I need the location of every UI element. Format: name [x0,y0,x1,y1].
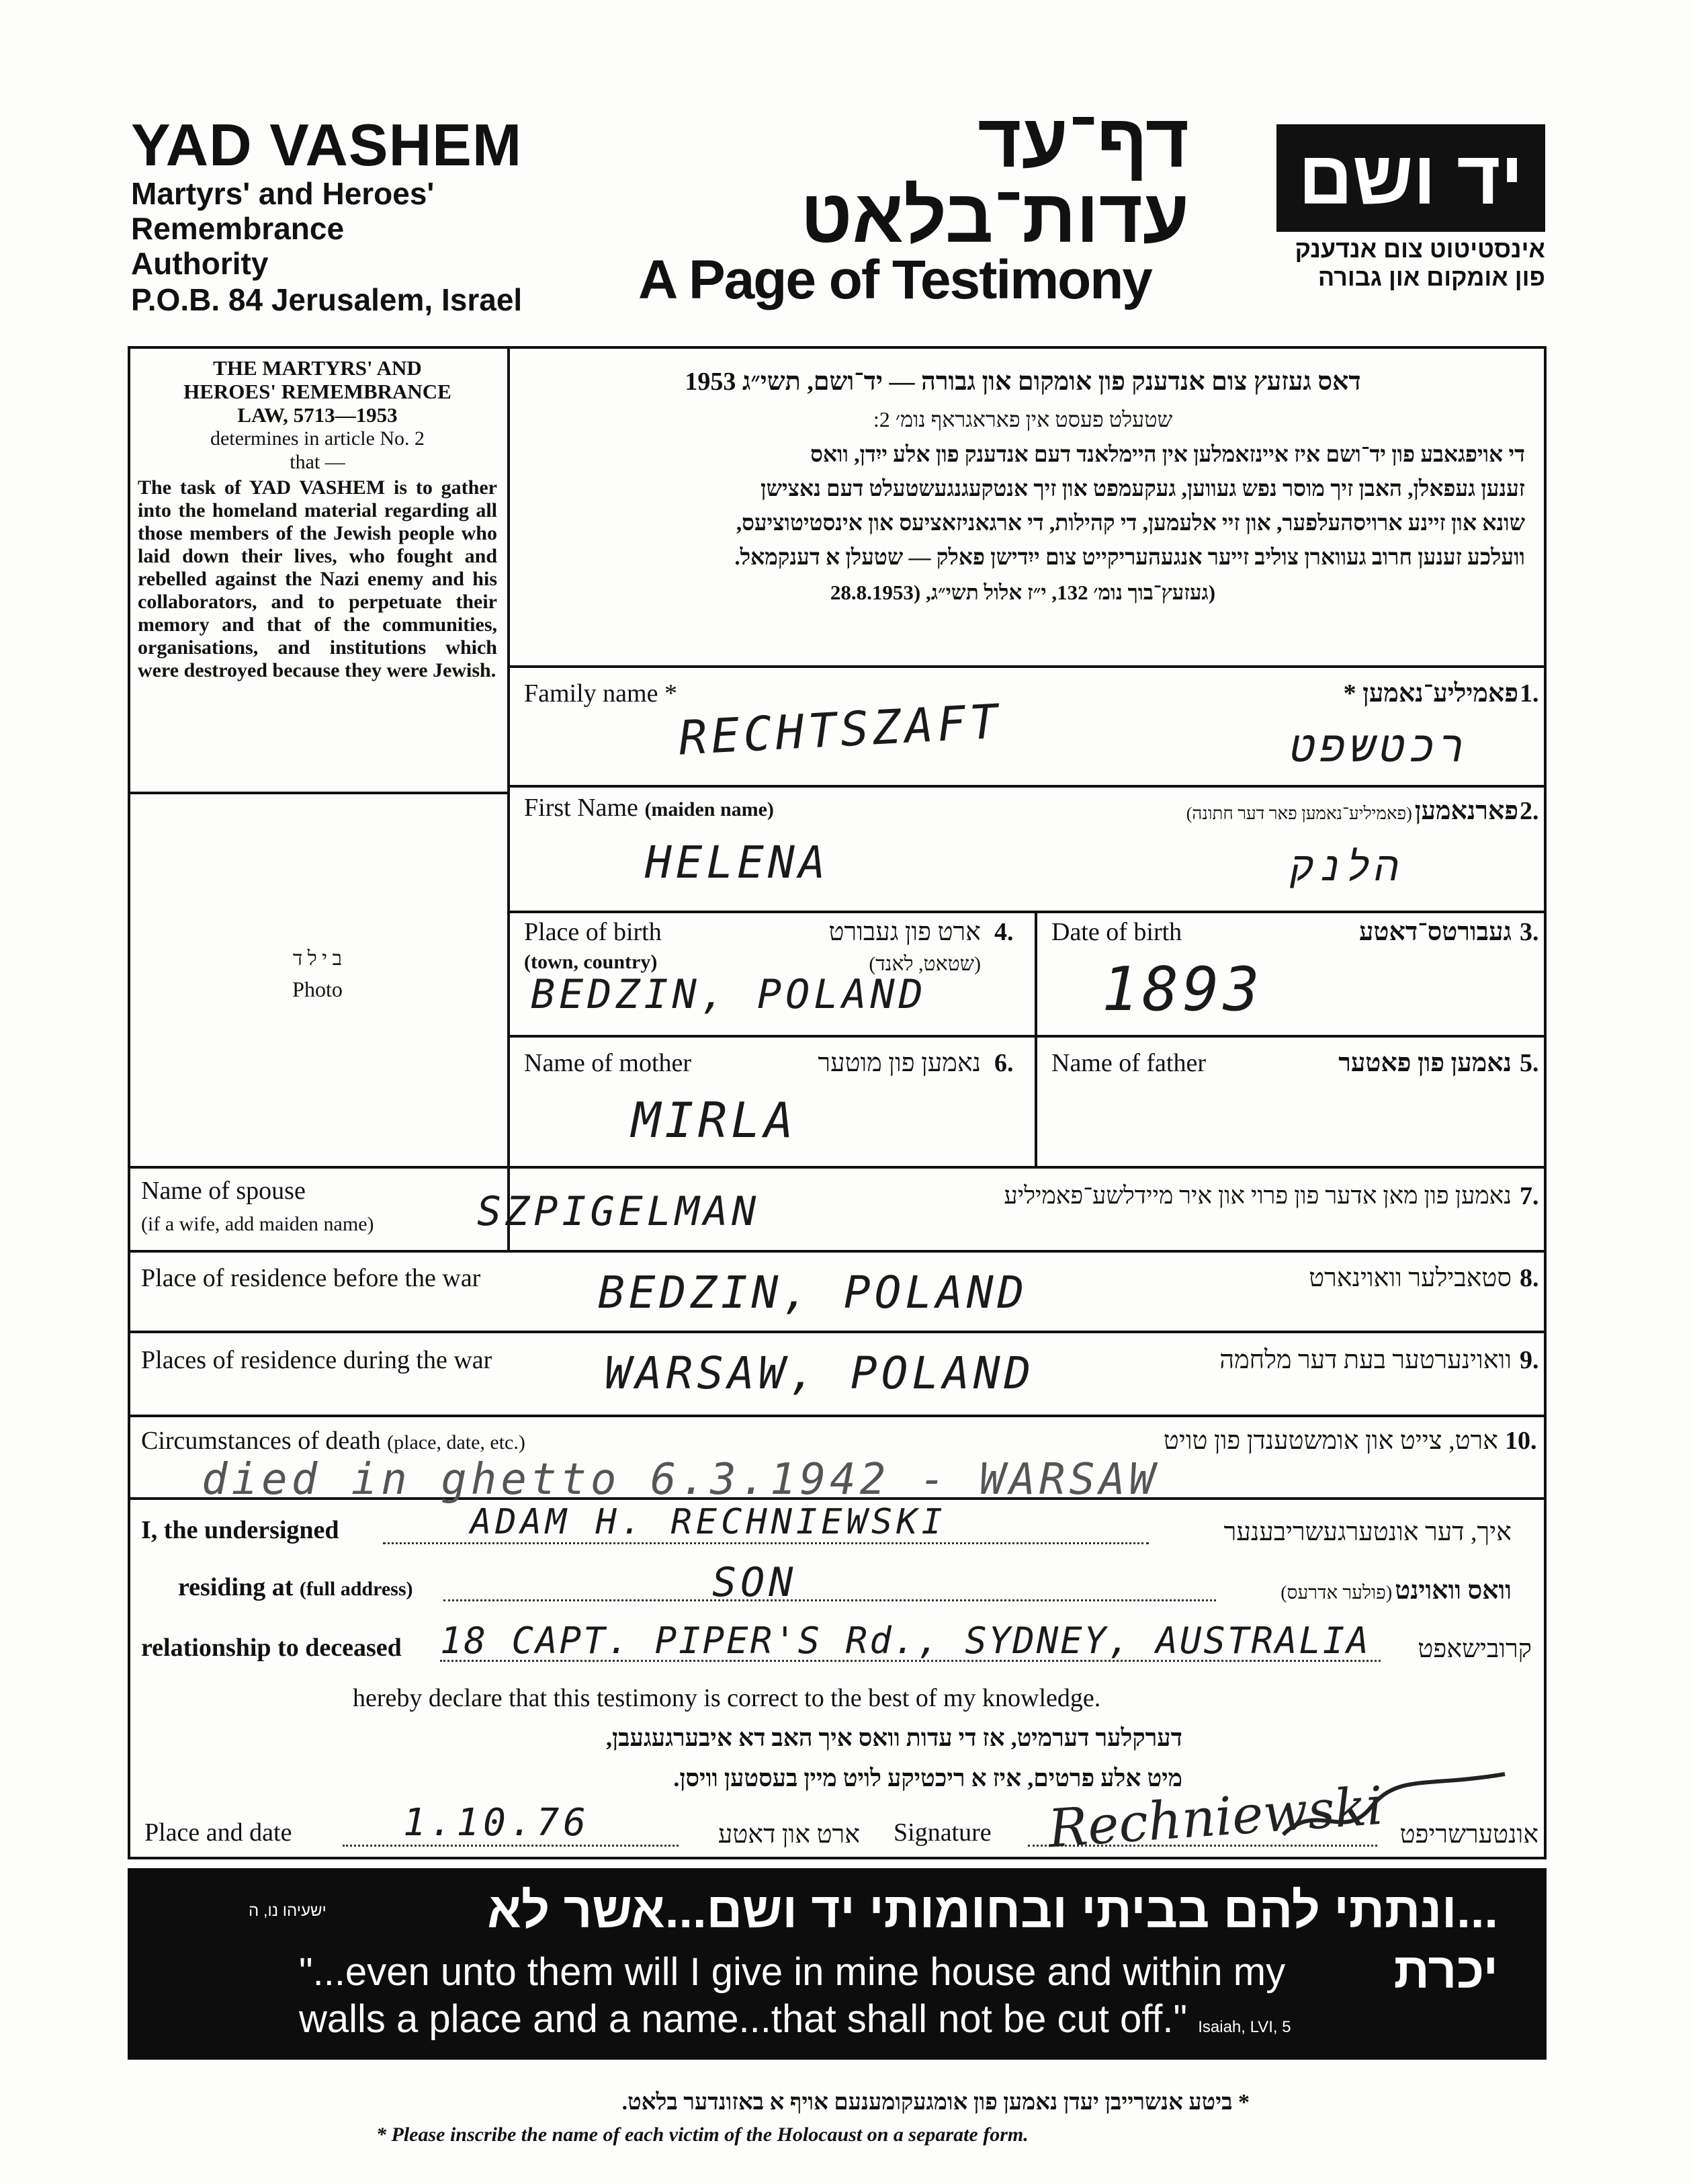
circumstances-value[interactable]: died in ghetto 6.3.1942 - WARSAW [202,1455,1159,1505]
law-task-text: The task of YAD VASHEM is to gather into the homeland material regarding all those members of the Jewish people who laid down their lives, who fought and rebelled against the Nazi enemy and his collaborators, and to perpetuate their memory and that of the communities, organisations, and institutions which were destroyed because they were Jewish. [138,476,497,681]
circumstances-label-text: Circumstances of death [141,1427,381,1455]
field-1-number: 1. [1520,679,1539,708]
residence-during-label-yiddish: וואוינערטער בעת דער מלחמה [1219,1346,1512,1374]
field-4-number: 4. [994,918,1014,946]
law-line-1: THE MARTYRS' AND [213,356,422,380]
law-line-2: HEROES' REMEMBRANCE [183,380,451,403]
place-of-birth-label-yi-small: (שטאט, לאנד) [869,953,981,975]
row-line-law [507,665,1547,668]
circumstances-label-small: (place, date, etc.) [387,1431,525,1454]
declaration-yiddish-2: מיט אלע פרטים, איז א ריכטיקע לויט מיין בעסטען וויסן. [673,1765,1182,1792]
name-of-father-label: Name of father [1051,1049,1206,1077]
logo-text: יד ושם [1298,136,1524,220]
birth-divider [1035,911,1037,1168]
first-name-label-small: (maiden name) [644,798,774,821]
yiddish-law-block [521,363,1525,610]
logo-caption-line2: פון אומקום און גבורה [1317,263,1545,291]
yiddish-law-title: דאס געזעץ צום אנדענק פון אומקום און גבורה — יד־ושם, תשי״ג 1953 [685,368,1361,396]
footer-english-note: * Please inscribe the name of each victim of the Holocaust on a separate form. [376,2124,1029,2146]
org-line2: Remembrance [131,211,345,246]
org-block [131,114,561,319]
relationship-label: relationship to deceased [141,1634,402,1662]
place-date-label-yiddish: ארט און דאטע [718,1820,860,1849]
law-box-divider [128,792,509,794]
place-of-birth-label-small: (town, country) [524,951,658,973]
undersigned-value[interactable]: ADAM H. RECHNIEWSKI [470,1502,947,1542]
address-value[interactable]: 18 CAPT. PIPER'S Rd., SYDNEY, AUSTRALIA [440,1620,1371,1662]
family-name-label-yi-text: פאמיליע־נאמען * [1343,679,1518,708]
field-7-number: 7. [1520,1182,1539,1210]
residence-before-label: Place of residence before the war [141,1264,481,1292]
row-line-4 [128,1166,1547,1169]
declaration-english: hereby declare that this testimony is correct to the best of my knowledge. [353,1684,1101,1712]
first-name-label-yi-small: (פאמיליע־נאמען פאר דער חתונה) [1186,804,1412,823]
field-9-number: 9. [1520,1346,1539,1374]
circumstances-label [141,1426,525,1456]
first-name-label-text: First Name [524,794,638,822]
banner-english-line2-text: walls a place and a name...that shall not be cut off." [299,1997,1188,2041]
yiddish-law-line-4: וועלכע זענען חרוב געווארן צוליב זייער אנגעהעריקייט צום ייִדישן פאלק — שטעלן א דענקמאל. [734,546,1525,570]
banner-english-line1: "...even unto them will I give in mine house and within my [299,1950,1286,1994]
banner-hebrew: ...ונתתי להם בביתי ובחומותי יד ושם...אשר לא יכרת [487,1882,1498,1999]
date-of-birth-value[interactable]: 1893 [1102,954,1264,1025]
english-title: A Page of Testimony [638,249,1152,310]
family-name-value[interactable]: RECHTSZAFT [677,694,1004,766]
first-name-label-yi-text: פארנאמען [1414,797,1518,825]
logo-caption-line1: אינסטיטוט צום אנדענק [1295,235,1545,263]
row-line-8 [128,1331,1547,1333]
yiddish-law-line-5: (געזעץ־בוך נומ׳ 132, י״ז אלול תשי״ג, (28.8.1953 [830,581,1216,604]
residing-dotted-line [443,1599,1216,1601]
left-column-divider [507,346,510,1250]
row-line-9 [128,1415,1547,1417]
place-date-value[interactable]: 1.10.76 [403,1801,591,1845]
yiddish-law-line-2: זענען געפאלן, האבן זיך מוסר נפש געווען, געקעמפט און זיך אנטקעגנגעשטעלט דעם נאצישן [761,477,1525,501]
signature-label-yiddish: אונטערשריפט [1399,1820,1538,1849]
place-of-birth-value[interactable]: BEDZIN, POLAND [531,971,927,1018]
signature-label: Signature [894,1818,992,1847]
residence-before-label-yiddish: סטאבילער וואוינארט [1309,1264,1512,1292]
first-name-value-yiddish[interactable]: הלנק [1290,843,1403,890]
family-name-value-yiddish[interactable]: רכטשפט [1290,722,1469,772]
org-name: YAD VASHEM [131,112,523,178]
spouse-label-small: (if a wife, add maiden name) [141,1213,374,1235]
first-name-label-yiddish [974,796,1518,826]
date-of-birth-label: Date of birth [1051,918,1182,946]
place-date-dotted-line [343,1845,679,1847]
place-date-label: Place and date [144,1818,292,1847]
family-name-label-yiddish [1142,679,1518,708]
law-line-4: determines in article No. 2 [210,427,425,450]
footer-yiddish-note: * ביטע אנשרייבן יעדן נאמען פון אומגעקומענעם אויף א באזונדער בלאט. [621,2090,1250,2115]
first-name-label [524,793,774,823]
residence-during-value[interactable]: WARSAW, POLAND [605,1347,1035,1399]
law-line-3: LAW, 5713—1953 [237,403,398,427]
logo [1276,124,1545,232]
row-line-7 [128,1250,1547,1253]
residing-label [178,1572,413,1602]
row-line-2 [507,911,1547,913]
family-name-label: Family name * [524,679,677,708]
undersigned-dotted-line [383,1542,1149,1544]
relationship-value[interactable]: SON [712,1559,797,1606]
photo-box [131,948,504,1002]
field-2-number: 2. [1520,797,1539,825]
yiddish-law-line-1: די אויפגאבע פון יד־ושם איז איינזאמלען אין היימלאנד דעם אנדענק פון אלע ייִדן, וואס [810,443,1525,467]
field-6-number: 6. [994,1049,1014,1077]
undersigned-label: I, the undersigned [141,1516,339,1544]
name-of-mother-label-yiddish: נאמען פון מוטער [818,1049,981,1077]
org-line3: Authority [131,246,269,281]
place-of-birth-label: Place of birth [524,918,662,946]
yiddish-law-subtitle: שטעלט פעסט אין פאראגראף נומ׳ 2: [873,407,1173,431]
banner-english-ref: Isaiah, LVI, 5 [1198,2018,1291,2036]
field-5-number: 5. [1520,1049,1539,1077]
banner-hebrew-ref: ישעיהו נו, ה [249,1902,327,1920]
residing-label-text: residing at [178,1573,294,1601]
residing-label-small: (full address) [299,1578,413,1600]
org-line1: Martyrs' and Heroes' [131,176,435,211]
law-box [138,356,497,682]
spouse-label: Name of spouse [141,1177,306,1205]
field-3-number: 3. [1520,918,1539,946]
spouse-label-yiddish: נאמען פון מאן אדער פון פרוי און איר מיידלשע־פאמיליע [1004,1182,1512,1209]
banner-english-line2 [299,1996,1291,2051]
declaration-yiddish-1: דערקלער דערמיט, אז די עדות וואס איך האב דא איבערגעגעבן, [605,1724,1182,1751]
name-of-mother-value[interactable]: MIRLA [632,1092,797,1148]
row-line-3 [507,1035,1547,1038]
org-address: P.O.B. 84 Jerusalem, Israel [131,282,523,317]
name-of-father-label-yiddish: נאמען פון פאטער [1338,1049,1512,1077]
yiddish-title-line2: עדות־בלאט [800,174,1189,258]
field-10-number: 10. [1505,1427,1537,1455]
residing-label-yi-text: וואס וואוינט [1395,1577,1512,1605]
spouse-value[interactable]: SZPIGELMAN [477,1188,761,1235]
date-of-birth-label-yiddish: געבורטס־דאטע [1359,918,1512,946]
residing-label-yiddish [1196,1576,1512,1605]
quote-banner [128,1868,1547,2060]
field-8-number: 8. [1520,1264,1539,1292]
place-of-birth-label-yiddish: ארט פון געבורט [828,918,981,946]
signature-value[interactable]: Rechniewski [1046,1775,1385,1860]
row-line-1 [507,785,1547,788]
name-of-mother-label: Name of mother [524,1049,692,1077]
residence-before-value[interactable]: BEDZIN, POLAND [598,1267,1029,1318]
residing-label-yi-small: (פולער אדרעס) [1280,1583,1393,1603]
first-name-value[interactable]: HELENA [645,837,830,888]
residence-during-label: Places of residence during the war [141,1346,492,1374]
photo-label-english: Photo [292,977,343,1001]
circumstances-label-yiddish: ארט, צייט און אומשטענדן פון טויט [1163,1427,1498,1455]
yiddish-law-line-3: שונא און זיינע ארויסהעלפער, און זיי אלעמען, די קהילות, די ארגאניזאציעס און אינסטיטוציעס, [736,511,1525,536]
relationship-label-yiddish: קרובישאפט [1418,1635,1532,1663]
law-line-5: that — [290,451,345,473]
undersigned-label-yiddish: איך, דער אונטערגעשריבענער [1223,1518,1512,1546]
yiddish-title-line1: דף־עד [978,99,1189,183]
photo-label-yiddish: ב י ל ד [292,948,343,970]
